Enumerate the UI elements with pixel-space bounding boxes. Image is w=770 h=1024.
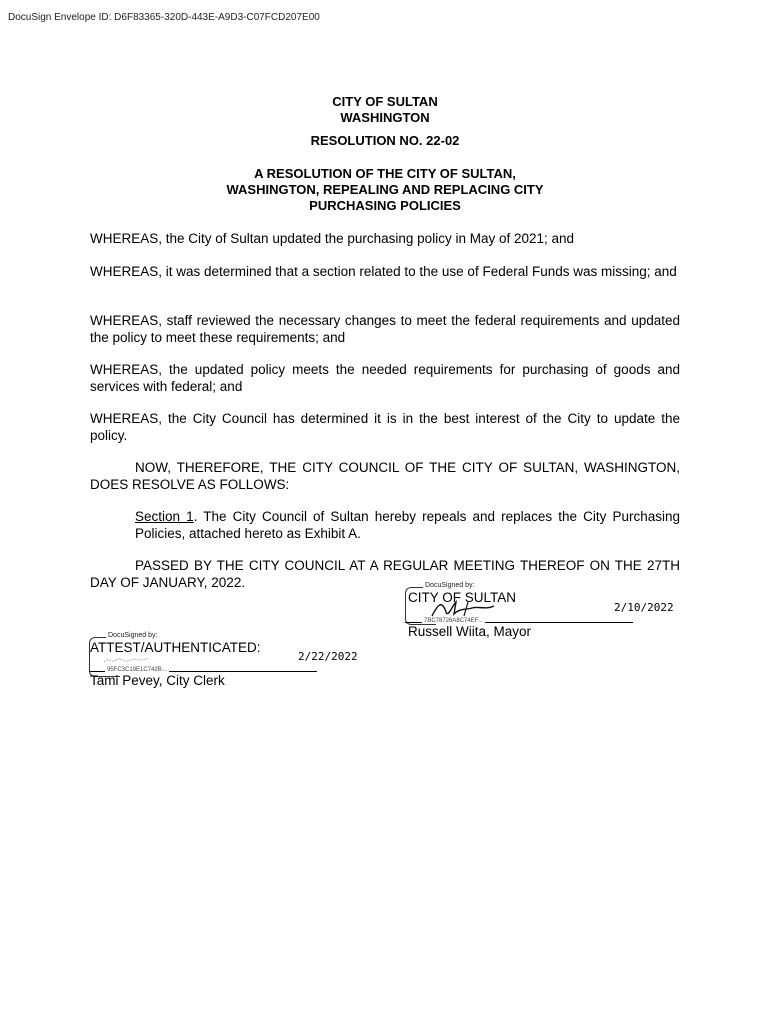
whereas-5: WHEREAS, the City Council has determined it is in the best interest of the City to update the policy. <box>90 411 680 443</box>
clerk-sign-date: 2/22/2022 <box>298 650 358 663</box>
envelope-id: DocuSign Envelope ID: D6F83365-320D-443E-A9D3-C07FCD207E00 <box>8 12 320 23</box>
clerk-signature-icon <box>102 652 152 668</box>
mayor-signature-icon <box>428 596 508 620</box>
whereas-3: WHEREAS, staff reviewed the necessary changes to meet the federal requirements and updated the policy to meet these requirements; and <box>90 313 680 345</box>
whereas-1: WHEREAS, the City of Sultan updated the purchasing policy in May of 2021; and <box>90 231 575 246</box>
attest-label: ATTEST/AUTHENTICATED: <box>90 640 261 655</box>
heading-city <box>0 94 770 126</box>
resolution-title <box>0 166 770 214</box>
title-line-2: WASHINGTON, REPEALING AND REPLACING CITY <box>226 182 544 197</box>
state-line: WASHINGTON <box>340 110 430 125</box>
mayor-name: Russell Wiita, Mayor <box>408 624 532 639</box>
mayor-sign-date: 2/10/2022 <box>614 601 674 614</box>
section-label: Section 1 <box>135 509 194 524</box>
resolution-number: RESOLUTION NO. 22-02 <box>310 133 460 148</box>
section-1-paragraph <box>135 509 680 542</box>
whereas-2: WHEREAS, it was determined that a section related to the use of Federal Funds was missing; and <box>90 264 677 279</box>
clerk-hash: 95FC3C19E1C742B... <box>107 667 167 673</box>
whereas-4: WHEREAS, the updated policy meets the needed requirements for purchasing of goods and services with federal; and <box>90 362 680 394</box>
resolve-paragraph: NOW, THEREFORE, THE CITY COUNCIL OF THE CITY OF SULTAN, WASHINGTON, DOES RESOLVE AS FOLLOWS: <box>90 460 680 492</box>
docusigned-caption-clerk: DocuSigned by: <box>108 632 158 639</box>
title-line-1: A RESOLUTION OF THE CITY OF SULTAN, <box>254 166 516 181</box>
city-line: CITY OF SULTAN <box>332 94 438 109</box>
mayor-org-label: CITY OF SULTAN <box>408 590 517 605</box>
title-line-3: PURCHASING POLICIES <box>309 198 461 213</box>
docusigned-caption-mayor: DocuSigned by: <box>425 582 475 589</box>
clerk-name: Tami Pevey, City Clerk <box>90 673 225 688</box>
passed-paragraph: PASSED BY THE CITY COUNCIL AT A REGULAR MEETING THEREOF ON THE 27TH DAY OF JANUARY, 2022. <box>90 558 680 590</box>
mayor-hash: 7BC78726A8C74EF... <box>424 618 483 624</box>
section-text: . The City Council of Sultan hereby repeals and replaces the City Purchasing Policies, attached hereto as Exhibit A. <box>135 509 680 541</box>
